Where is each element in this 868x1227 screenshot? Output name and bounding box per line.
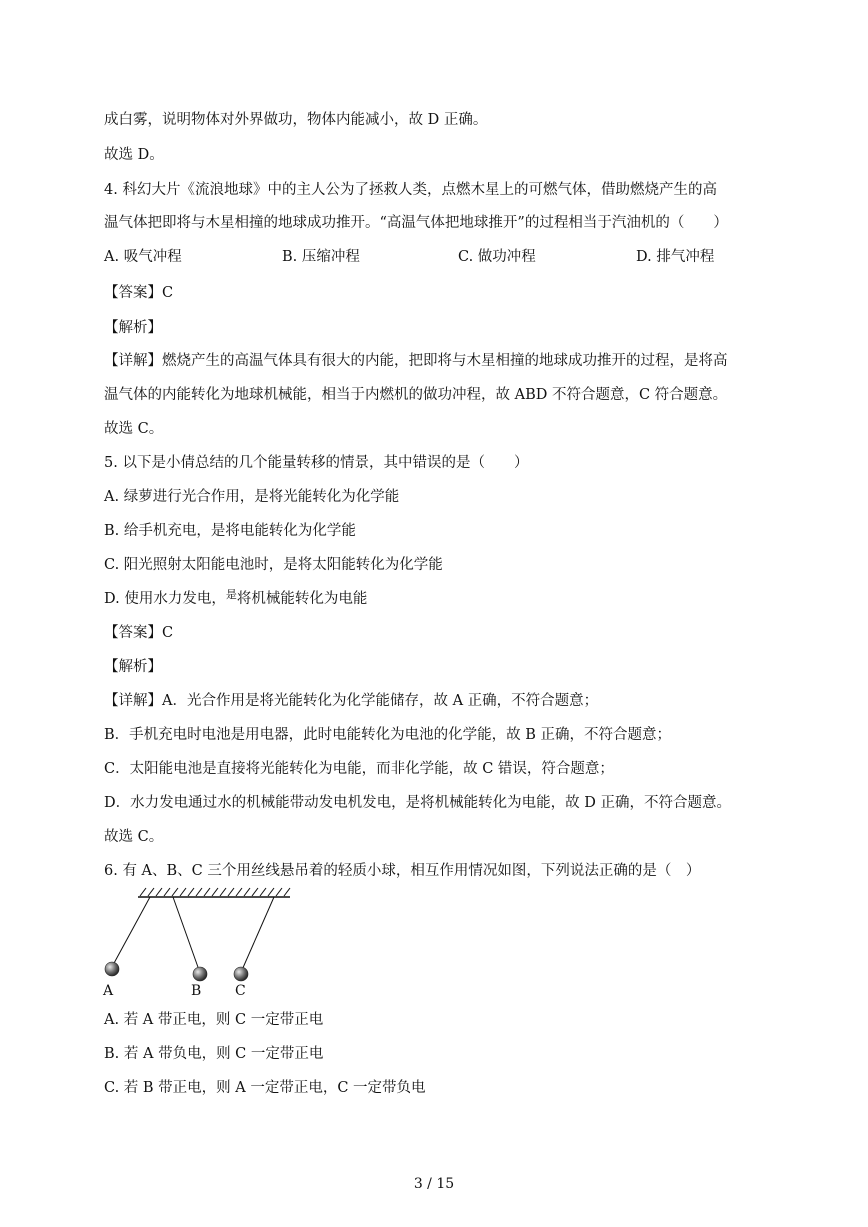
selection-line: 故选 C。 [104, 829, 164, 845]
option-a: A. 吸气冲程 [104, 249, 182, 265]
option-d-prefix: D. 使用水力发电， [104, 591, 226, 607]
option-d: D. 排气冲程 [636, 249, 715, 265]
question-4-stem: 温气体把即将与木星相撞的地球成功推开。“高温气体把地球推开”的过程相当于汽油机的（ ） [104, 215, 728, 231]
detail-line: C．太阳能电池是直接将光能转化为电能，而非化学能，故 C 错误，符合题意； [104, 761, 614, 777]
detail-line: 温气体的内能转化为地球机械能，相当于内燃机的做功冲程，故 ABD 不符合题意，C 符合题意。 [104, 387, 728, 403]
label-a: A [103, 983, 114, 999]
question-5-stem: 5. 以下是小倩总结的几个能量转移的情景，其中错误的是（ ） [104, 455, 529, 471]
thread-b [173, 897, 199, 970]
ball-a [105, 962, 119, 976]
text-line: 成白雾，说明物体对外界做功，物体内能减小，故 D 正确。 [104, 112, 488, 128]
page-number: 3 / 15 [413, 1176, 455, 1192]
option-b: B. 压缩冲程 [282, 249, 360, 265]
answer-label: 【答案】C [104, 285, 174, 301]
answer-label: 【答案】C [104, 625, 174, 641]
text-line: 故选 D。 [104, 147, 164, 163]
option-c: C. 若 B 带正电，则 A 一定带正电，C 一定带负电 [104, 1080, 426, 1096]
option-d-suffix: 将机械能转化为电能 [236, 591, 368, 607]
detail-line: B．手机充电时电池是用电器，此时电能转化为电池的化学能，故 B 正确，不符合题意； [104, 727, 672, 743]
label-b: B [191, 983, 202, 999]
label-c: C [235, 983, 246, 999]
option-d [104, 589, 367, 610]
question-4-stem: 4. 科幻大片《流浪地球》中的主人公为了拯救人类，点燃木星上的可燃气体，借助燃烧产生的高 [104, 182, 717, 198]
option-d-raised-char: 是 [225, 588, 237, 601]
detail-line: D．水力发电通过水的机械能带动发电机发电，是将机械能转化为电能，故 D 正确，不符合题意。 [104, 795, 731, 811]
detail-line: 【详解】燃烧产生的高温气体具有很大的内能，把即将与木星相撞的地球成功推开的过程，是将高 [104, 353, 728, 369]
question-6-stem: 6. 有 A、B、C 三个用丝线悬吊着的轻质小球，相互作用情况如图，下列说法正确的是（ ） [104, 863, 701, 879]
option-c: C. 做功冲程 [458, 249, 536, 265]
option-c: C. 阳光照射太阳能电池时，是将太阳能转化为化学能 [104, 557, 443, 573]
ceiling-support [138, 888, 290, 897]
selection-line: 故选 C。 [104, 421, 164, 437]
option-a: A. 绿萝进行光合作用，是将光能转化为化学能 [104, 489, 400, 505]
ball-b [193, 967, 207, 981]
thread-a [113, 897, 150, 965]
option-b: B. 若 A 带负电，则 C 一定带正电 [104, 1046, 324, 1062]
analysis-label: 【解析】 [104, 659, 162, 675]
analysis-label: 【解析】 [104, 320, 162, 336]
pendulum-balls-figure [98, 885, 298, 1005]
option-a: A. 若 A 带正电，则 C 一定带正电 [104, 1012, 324, 1028]
ball-c [234, 967, 248, 981]
detail-line: 【详解】A．光合作用是将光能转化为化学能储存，故 A 正确，不符合题意； [104, 693, 599, 709]
option-b: B. 给手机充电，是将电能转化为化学能 [104, 523, 356, 539]
thread-c [242, 897, 274, 970]
